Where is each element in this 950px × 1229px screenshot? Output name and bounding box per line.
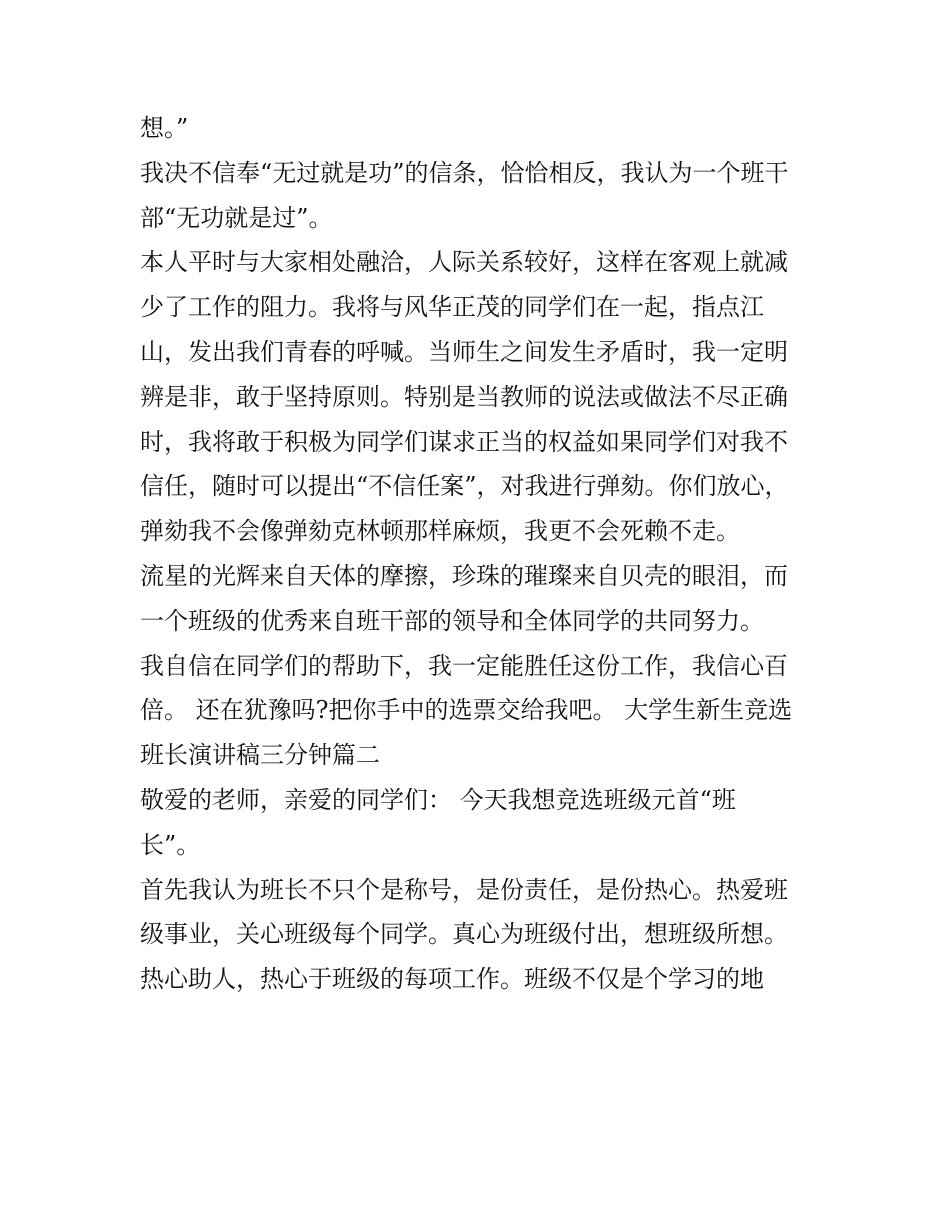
text-line: 少了工作的阻力。我将与风华正茂的同学们在一起，指点江	[140, 293, 764, 322]
body-text	[140, 106, 840, 1002]
text-line: 本人平时与大家相处融洽，人际关系较好，这样在客观上就减	[140, 248, 788, 277]
text-line: 想。”	[140, 114, 189, 142]
text-line: 我自信在同学们的帮助下，我一定能胜任这份工作，我信心百	[140, 651, 788, 680]
text-line: 弹劾我不会像弹劾克林顿那样麻烦，我更不会死赖不走。	[140, 517, 740, 546]
text-line: 流星的光辉来自天体的摩擦，珍珠的璀璨来自贝壳的眼泪，而	[140, 561, 788, 590]
text-line: 级事业，关心班级每个同学。真心为班级付出，想班级所想。	[140, 920, 788, 949]
section-heading: 班长演讲稿三分钟篇二	[140, 741, 380, 770]
text-line: 首先我认为班长不只个是称号，是份责任，是份热心。热爱班	[140, 875, 788, 904]
text-line: 热心助人，热心于班级的每项工作。班级不仅是个学习的地	[140, 965, 764, 994]
text-line: 长”。	[140, 830, 201, 859]
text-line: 部“无功就是过”。	[140, 203, 333, 232]
text-line: 时，我将敢于积极为同学们谋求正当的权益如果同学们对我不	[140, 427, 788, 456]
text-line: 辨是非，敢于坚持原则。特别是当教师的说法或做法不尽正确	[140, 382, 788, 411]
text-line: 信任，随时可以提出“不信任案”，对我进行弹劾。你们放心，	[140, 472, 789, 501]
text-line: 我决不信奉“无过就是功”的信条，恰恰相反，我认为一个班干	[140, 158, 789, 187]
text-line: 一个班级的优秀来自班干部的领导和全体同学的共同努力。	[140, 606, 764, 635]
text-line: 山，发出我们青春的呼喊。当师生之间发生矛盾时，我一定明	[140, 337, 788, 366]
text-line: 敬爱的老师，亲爱的同学们： 今天我想竞选班级元首“班	[140, 785, 736, 814]
text-line: 倍。 还在犹豫吗?把你手中的选票交给我吧。 大学生新生竞选	[140, 696, 793, 725]
